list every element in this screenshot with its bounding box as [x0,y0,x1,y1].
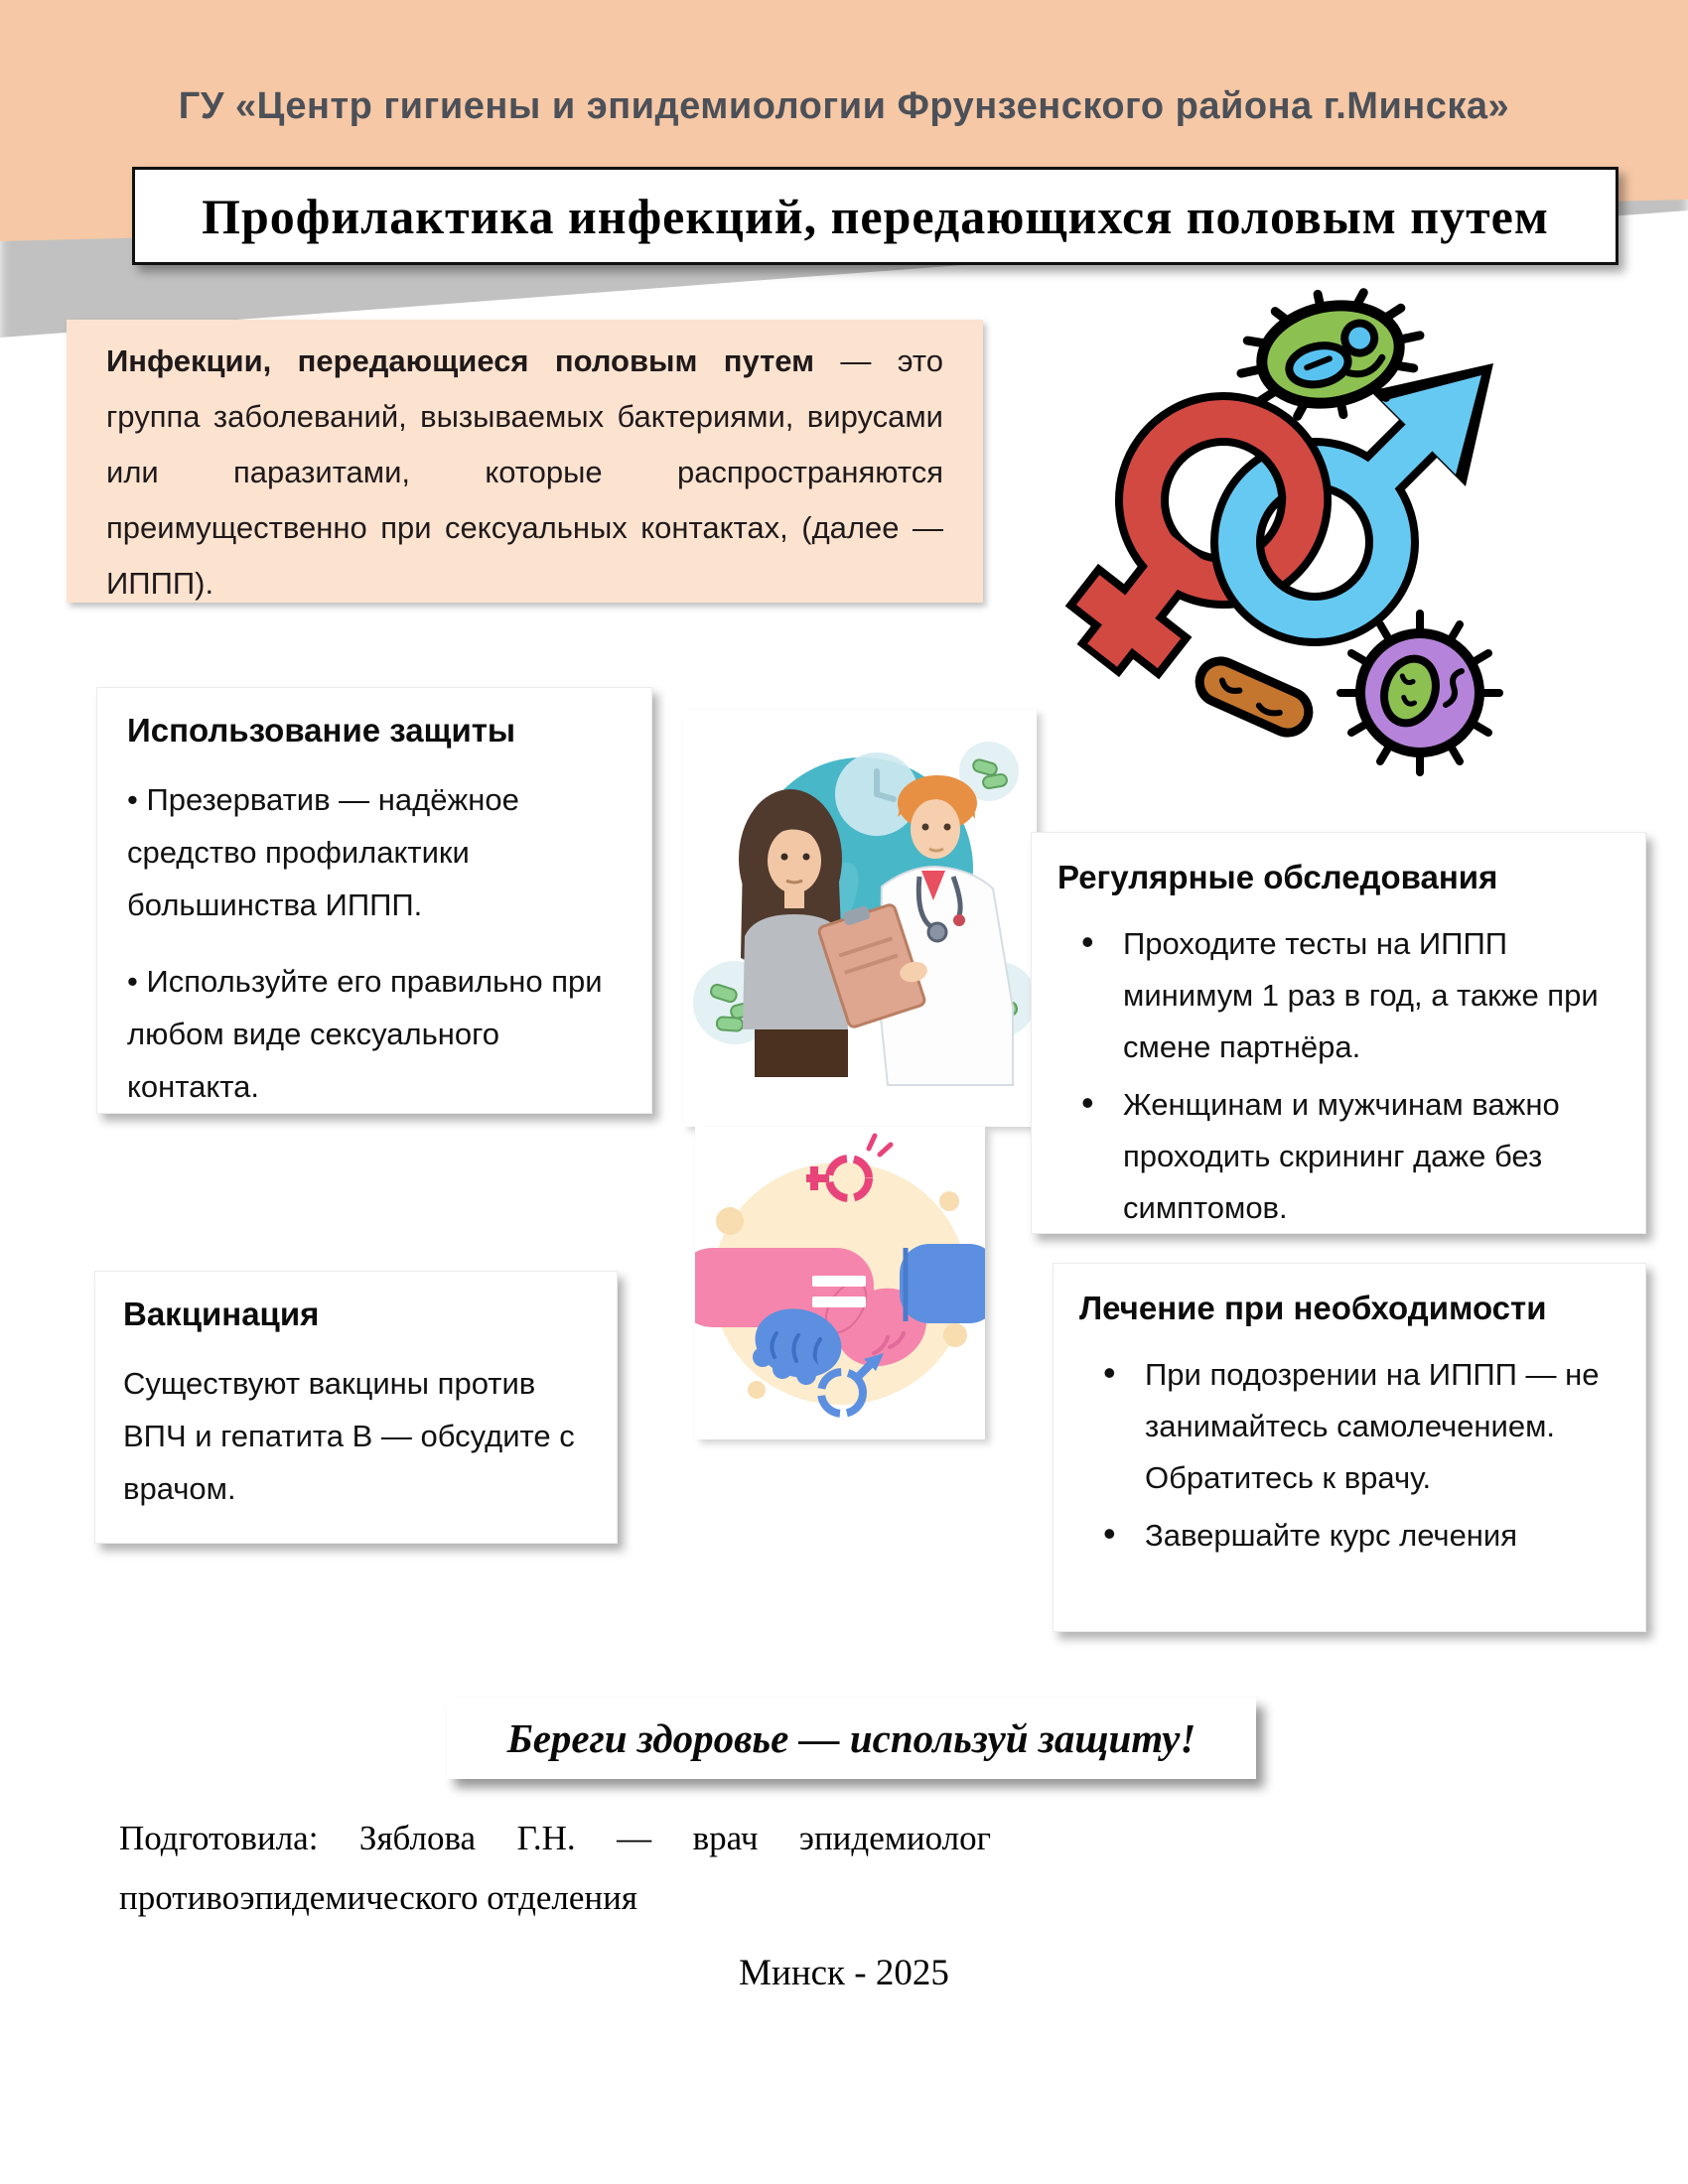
card-protection [96,687,652,1114]
protection-bullet: • Презерватив — надёжное средство профилактики большинства ИППП. [127,773,622,931]
credits-block [119,1819,991,1918]
screening-list [1057,918,1619,1234]
intro-text [106,334,943,612]
treatment-title: Лечение при необходимости [1079,1290,1547,1326]
gender-symbols-illustration [1043,278,1688,804]
page-title: Профилактика инфекций, передающихся половым путем [202,188,1549,244]
microbe-icon [1193,654,1315,740]
organization-header: ГУ «Центр гигиены и эпидемиологии Фрунзенского района г.Минска» [178,85,1510,127]
motto-box [447,1698,1256,1779]
card-vaccination [94,1271,618,1544]
protection-bullet: • Используйте его правильно при любом виде сексуального контакта. [127,955,622,1113]
virus-icon [1340,614,1499,772]
card-screening [1031,832,1646,1234]
vaccination-text: Существуют вакцины против ВПЧ и гепатита В — обсудите с врачом. [123,1365,575,1506]
intro-lead: Инфекции, передающиеся половым путем [106,343,815,378]
protection-title: Использование защиты [127,712,516,749]
equality-handshake [695,1127,985,1439]
treatment-list [1079,1349,1619,1562]
intro-rest: — это группа заболеваний, вызываемых бактериями, вирусами или паразитами, которые распространяются преимущественно при сексуальных контактах, (далее — ИППП). [106,343,943,601]
screening-bullet: • Женщинам и мужчинам важно проходить скрининг даже без симптомов. [1057,1079,1619,1234]
screening-title: Регулярные обследования [1057,859,1498,895]
treatment-bullet: • При подозрении на ИППП — не занимайтесь самолечением. Обратитесь к врачу. [1079,1349,1619,1504]
credits-line-1: Подготовила: Зяблова Г.Н. — врач эпидемиолог [119,1819,991,1857]
place-year: Минск - 2025 [739,1953,949,1993]
motto-text: Береги здоровье — используй защиту! [506,1715,1196,1761]
vaccination-title: Вакцинация [123,1296,320,1332]
treatment-bullet: • Завершайте курс лечения [1079,1510,1619,1562]
title-box [132,167,1618,265]
intro-box [67,320,983,603]
screening-bullet: • Проходите тесты на ИППП минимум 1 раз в год, а также при смене партнёра. [1057,918,1619,1073]
doctor-patient-consultation [683,710,1037,1127]
card-treatment [1053,1263,1646,1632]
handshake-illustration [695,1127,985,1439]
credits-line-2: противоэпидемического отделения [119,1878,637,1917]
gender-symbols-with-microbes [1043,278,1688,804]
doctor-patient-illustration [683,710,1037,1127]
male-symbol-icon [1237,363,1493,619]
